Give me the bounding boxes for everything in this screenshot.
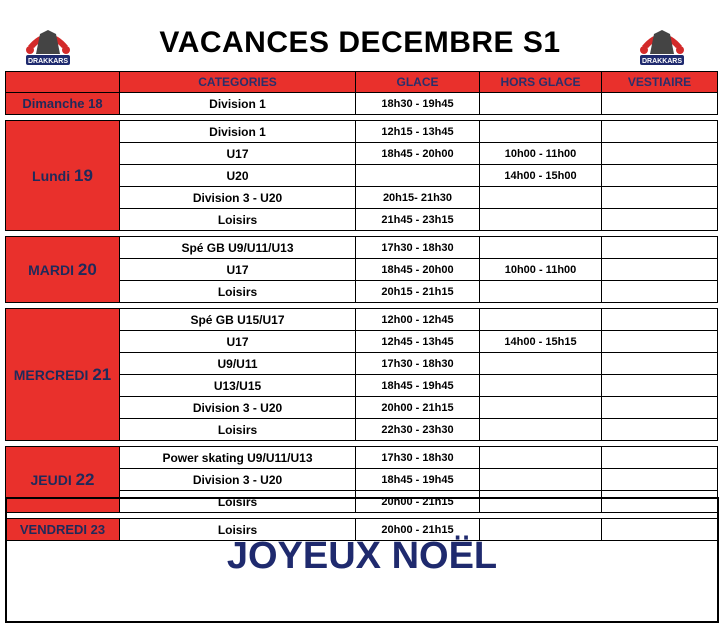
header-empty-cell	[6, 72, 120, 93]
category-cell: Loisirs	[120, 519, 356, 541]
day-number: 22	[75, 469, 95, 489]
vestiaire-cell	[602, 469, 718, 491]
vestiaire-cell	[602, 397, 718, 419]
glace-cell: 17h30 - 18h30	[356, 447, 480, 469]
category-cell: Power skating U9/U11/U13	[120, 447, 356, 469]
glace-cell: 17h30 - 18h30	[356, 237, 480, 259]
glace-cell: 12h15 - 13h45	[356, 121, 480, 143]
hors-glace-cell	[480, 353, 602, 375]
vestiaire-cell	[602, 375, 718, 397]
header-hors-glace: HORS GLACE	[480, 72, 602, 93]
table-row	[6, 447, 718, 469]
hors-glace-cell	[480, 375, 602, 397]
vestiaire-cell	[602, 309, 718, 331]
glace-cell: 20h15 - 21h15	[356, 281, 480, 303]
hors-glace-cell	[480, 447, 602, 469]
hors-glace-cell	[480, 209, 602, 231]
day-label: Dimanche	[22, 96, 85, 111]
svg-text:DRAKKARS: DRAKKARS	[27, 58, 69, 65]
table-header-row	[6, 72, 718, 93]
table-row	[6, 309, 718, 331]
hors-glace-cell	[480, 187, 602, 209]
vestiaire-cell	[602, 353, 718, 375]
category-cell: Division 3 - U20	[120, 397, 356, 419]
vestiaire-cell	[602, 187, 718, 209]
day-number: 23	[90, 522, 106, 537]
glace-cell: 21h45 - 23h15	[356, 209, 480, 231]
hors-glace-cell	[480, 419, 602, 441]
glace-cell: 18h45 - 20h00	[356, 259, 480, 281]
day-number: 18	[88, 96, 103, 111]
hors-glace-cell	[480, 237, 602, 259]
vestiaire-cell	[602, 259, 718, 281]
glace-cell: 18h30 - 19h45	[356, 93, 480, 115]
category-cell: U9/U11	[120, 353, 356, 375]
vestiaire-cell	[602, 447, 718, 469]
vestiaire-cell	[602, 209, 718, 231]
glace-cell: 18h45 - 19h45	[356, 375, 480, 397]
vestiaire-cell	[602, 281, 718, 303]
day-label: Lundi	[32, 167, 71, 184]
category-cell: Loisirs	[120, 491, 356, 513]
category-cell: Division 1	[120, 121, 356, 143]
header-vestiaire: VESTIAIRE	[602, 72, 718, 93]
day-label: JEUDI	[30, 471, 72, 488]
day-label: MARDI	[28, 261, 75, 278]
glace-cell: 20h00 - 21h15	[356, 519, 480, 541]
glace-cell	[356, 165, 480, 187]
day-label: VENDREDI	[19, 522, 88, 537]
category-cell: U13/U15	[120, 375, 356, 397]
day-cell	[6, 121, 120, 231]
day-number: 19	[74, 165, 93, 185]
day-number: 21	[92, 364, 112, 384]
glace-cell: 22h30 - 23h30	[356, 419, 480, 441]
vestiaire-cell	[602, 331, 718, 353]
glace-cell: 18h45 - 20h00	[356, 143, 480, 165]
drakkars-logo-left	[22, 24, 74, 70]
hors-glace-cell: 10h00 - 11h00	[480, 259, 602, 281]
hors-glace-cell	[480, 469, 602, 491]
glace-cell: 12h45 - 13h45	[356, 331, 480, 353]
category-cell: Loisirs	[120, 419, 356, 441]
greeting-text: JOYEUX NOËL	[226, 535, 498, 577]
category-cell: Division 3 - U20	[120, 187, 356, 209]
hors-glace-cell: 10h00 - 11h00	[480, 143, 602, 165]
hors-glace-cell	[480, 397, 602, 419]
category-cell: Loisirs	[120, 209, 356, 231]
vestiaire-cell	[602, 143, 718, 165]
table-row	[6, 121, 718, 143]
category-cell: Spé GB U9/U11/U13	[120, 237, 356, 259]
category-cell: U17	[120, 143, 356, 165]
category-cell: Division 1	[120, 93, 356, 115]
vestiaire-cell	[602, 419, 718, 441]
glace-cell: 17h30 - 18h30	[356, 353, 480, 375]
vestiaire-cell	[602, 165, 718, 187]
glace-cell: 12h00 - 12h45	[356, 309, 480, 331]
table-row	[6, 237, 718, 259]
hors-glace-cell: 14h00 - 15h00	[480, 165, 602, 187]
hors-glace-cell	[480, 93, 602, 115]
greeting-box	[5, 497, 719, 623]
category-cell: U20	[120, 165, 356, 187]
category-cell: Loisirs	[120, 281, 356, 303]
day-cell	[6, 309, 120, 441]
category-cell: Division 3 - U20	[120, 469, 356, 491]
category-cell: U17	[120, 259, 356, 281]
schedule-table	[5, 71, 718, 541]
table-row	[6, 93, 718, 115]
drakkars-logo-right	[636, 24, 688, 70]
hors-glace-cell	[480, 281, 602, 303]
glace-cell: 20h00 - 21h15	[356, 397, 480, 419]
glace-cell: 18h45 - 19h45	[356, 469, 480, 491]
page-title: VACANCES DECEMBRE S1	[159, 26, 561, 59]
hors-glace-cell	[480, 121, 602, 143]
hors-glace-cell: 14h00 - 15h15	[480, 331, 602, 353]
day-cell	[6, 237, 120, 303]
vestiaire-cell	[602, 237, 718, 259]
glace-cell: 20h00 - 21h15	[356, 491, 480, 513]
category-cell: Spé GB U15/U17	[120, 309, 356, 331]
svg-text:DRAKKARS: DRAKKARS	[641, 58, 683, 65]
vestiaire-cell	[602, 93, 718, 115]
day-label: MERCREDI	[13, 366, 89, 383]
category-cell: U17	[120, 331, 356, 353]
day-cell	[6, 93, 120, 115]
header-glace: GLACE	[356, 72, 480, 93]
glace-cell: 20h15- 21h30	[356, 187, 480, 209]
day-number: 20	[77, 259, 97, 279]
vestiaire-cell	[602, 121, 718, 143]
hors-glace-cell	[480, 309, 602, 331]
header-categories: CATEGORIES	[120, 72, 356, 93]
